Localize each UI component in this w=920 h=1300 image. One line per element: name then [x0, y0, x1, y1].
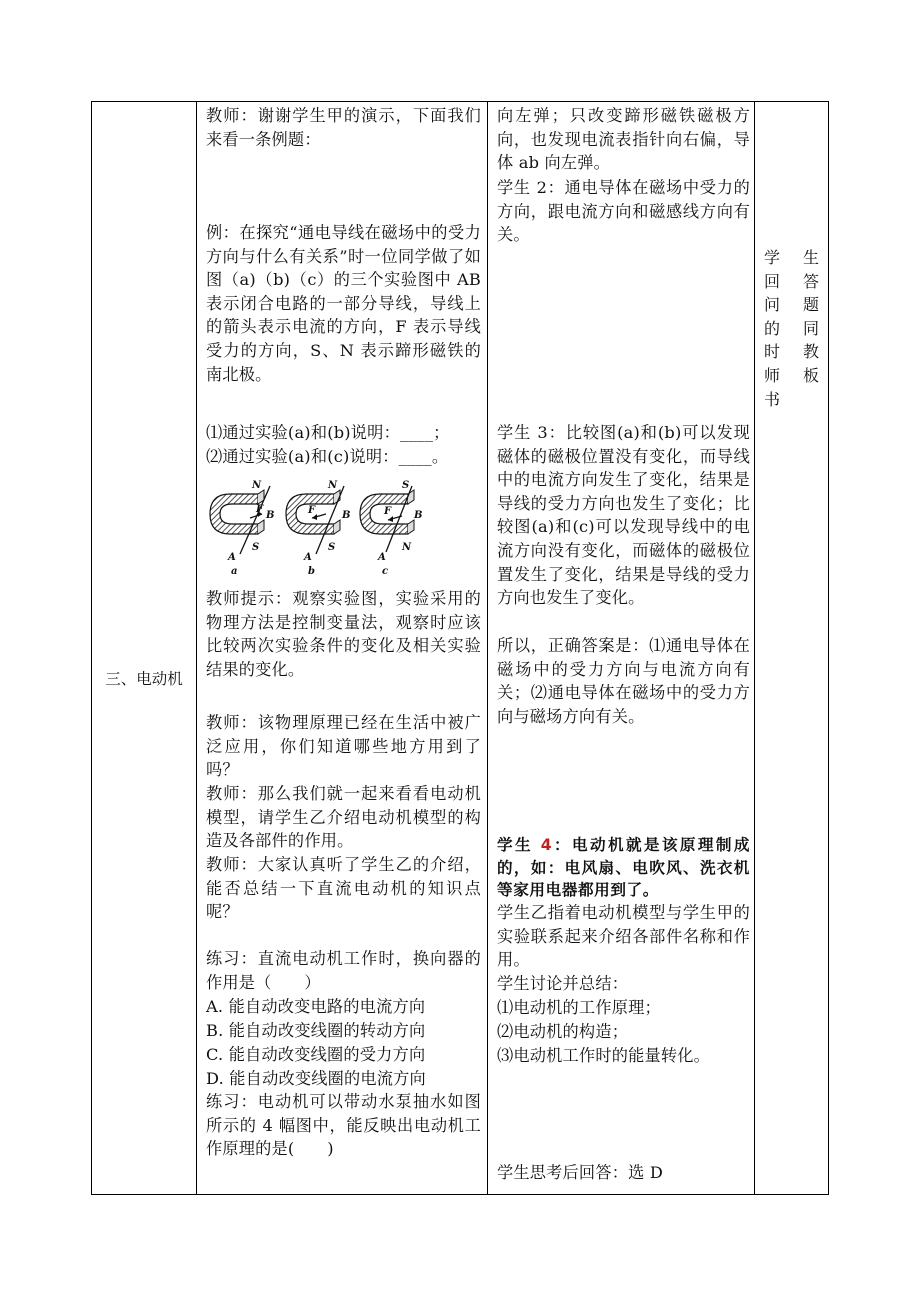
lesson-table [91, 101, 829, 1195]
label-b-a: B [266, 510, 275, 521]
exercise-2: 练习：电动机可以带动水泵抽水如图所示的 4 幅图中，能反映出电动机工作原理的是( ) [206, 1092, 481, 1159]
summary-item-3: ⑶电动机工作时的能量转化。 [497, 1046, 711, 1065]
student-4-answer: 学生 4：电动机就是该原理制成的，如：电风扇、电吹风、洗衣机等家用电器都用到了。 [497, 836, 751, 899]
exercise-1: 练习：直流电动机工作时，换向器的作用是（ ） [206, 949, 481, 992]
example-question: 例：在探究“通电导线在磁场中的受力方向与什么有关系”时一位同学做了如图（a)（b)（c）的三个实验图中 AB 表示闭合电路的一部分导线，导线上的箭头表示电流的方向，F 表示导线受力的方向，S、N 表示蹄形磁铁的南北极。 [206, 223, 481, 384]
magnet-experiment-figure [206, 480, 423, 577]
label-s-c: S [402, 480, 410, 491]
student-1-continued: 向左弹；只改变蹄形磁铁磁极方向，也发现电流表指针向右偏，导体 ab 向左弹。 [497, 106, 750, 173]
option-b: B. 能自动改变线圈的转动方向 [206, 1021, 426, 1040]
label-a-a: A [228, 552, 236, 563]
student-b-introduction: 学生乙指着电动机模型与学生甲的实验联系起来介绍各部件名称和作用。 [497, 903, 750, 970]
notes-column [755, 102, 828, 1194]
label-s-a: S [252, 542, 260, 553]
caption-b: b [308, 566, 315, 577]
teacher-hint: 教师提示：观察实验图，实验采用的物理方法是控制变量法，观察时应该比较两次实验条件的变化及相关实验结果的变化。 [206, 589, 481, 679]
label-n-a: N [252, 480, 262, 491]
magnet-b [286, 486, 344, 554]
caption-c: c [382, 566, 389, 577]
student-2-answer: 学生 2：通电导体在磁场中受力的方向，跟电流方向和磁感线方向有关。 [497, 178, 750, 245]
label-b-b: B [342, 510, 351, 521]
teacher-intro: 教师：谢谢学生甲的演示，下面我们来看一条例题： [206, 106, 481, 149]
summary-item-1: ⑴电动机的工作原理； [497, 998, 661, 1017]
summary-item-2: ⑵电动机的构造； [497, 1022, 629, 1041]
label-f-c: F [384, 506, 392, 517]
label-s-b: S [328, 542, 336, 553]
notes-text-left: 学回问的时师书 [763, 248, 780, 409]
student-3-answer: 学生 3：比较图(a)和(b)可以发现磁体的磁极位置没有变化，而导线中的电流方向发生了变化，结果是导线的受力方向也发生了变化；比较图(a)和(c)可以发现导线中的电流方向没有变化，而磁体的磁极位置发生了变化，结果是导线的受力方向也发生了变化。 [497, 423, 750, 608]
option-c: C. 能自动改变线圈的受力方向 [206, 1045, 426, 1064]
label-f-a: F [256, 504, 264, 515]
question-2: ⑵通过实验(a)和(c)说明：____。 [206, 447, 449, 466]
section-title: 三、电动机 [105, 670, 183, 688]
label-n-c: N [402, 542, 412, 553]
magnet-a [210, 486, 270, 554]
teacher-application-question: 教师：该物理原理已经在生活中被广泛应用，你们知道哪些地方用到了吗？ [206, 713, 481, 780]
student-final-answer: 学生思考后回答：选 D [497, 1163, 664, 1182]
option-a: A. 能自动改变电路的电流方向 [206, 997, 426, 1016]
student-column [488, 102, 754, 1194]
student-number: 4 [540, 836, 553, 854]
label-f-b: F [308, 505, 316, 516]
question-1: ⑴通过实验(a)和(b)说明：____； [206, 423, 450, 442]
caption-a: a [231, 566, 238, 577]
teacher-summary-prompt: 教师：大家认真听了学生乙的介绍，能否总结一下直流电动机的知识点呢？ [206, 855, 481, 922]
teacher-motor-model: 教师：那么我们就一起来看看电动机模型，请学生乙介绍电动机模型的构造及各部件的作用。 [206, 784, 481, 851]
student-discussion: 学生讨论并总结： [497, 974, 629, 993]
teacher-column [197, 102, 487, 1194]
label-n-b: N [328, 480, 338, 491]
correct-answer: 所以，正确答案是：⑴通电导体在磁场中的受力方向与电流方向有关；⑵通电导体在磁场中的受力方向与磁场方向有关。 [497, 636, 750, 726]
notes-text-right: 生答题同教板 [802, 248, 819, 385]
label-a-c: A [378, 552, 386, 563]
label-a-b: A [304, 552, 312, 563]
label-b-c: B [414, 510, 423, 521]
option-d: D. 能自动改变线圈的电流方向 [206, 1069, 426, 1088]
section-column [92, 102, 196, 1194]
